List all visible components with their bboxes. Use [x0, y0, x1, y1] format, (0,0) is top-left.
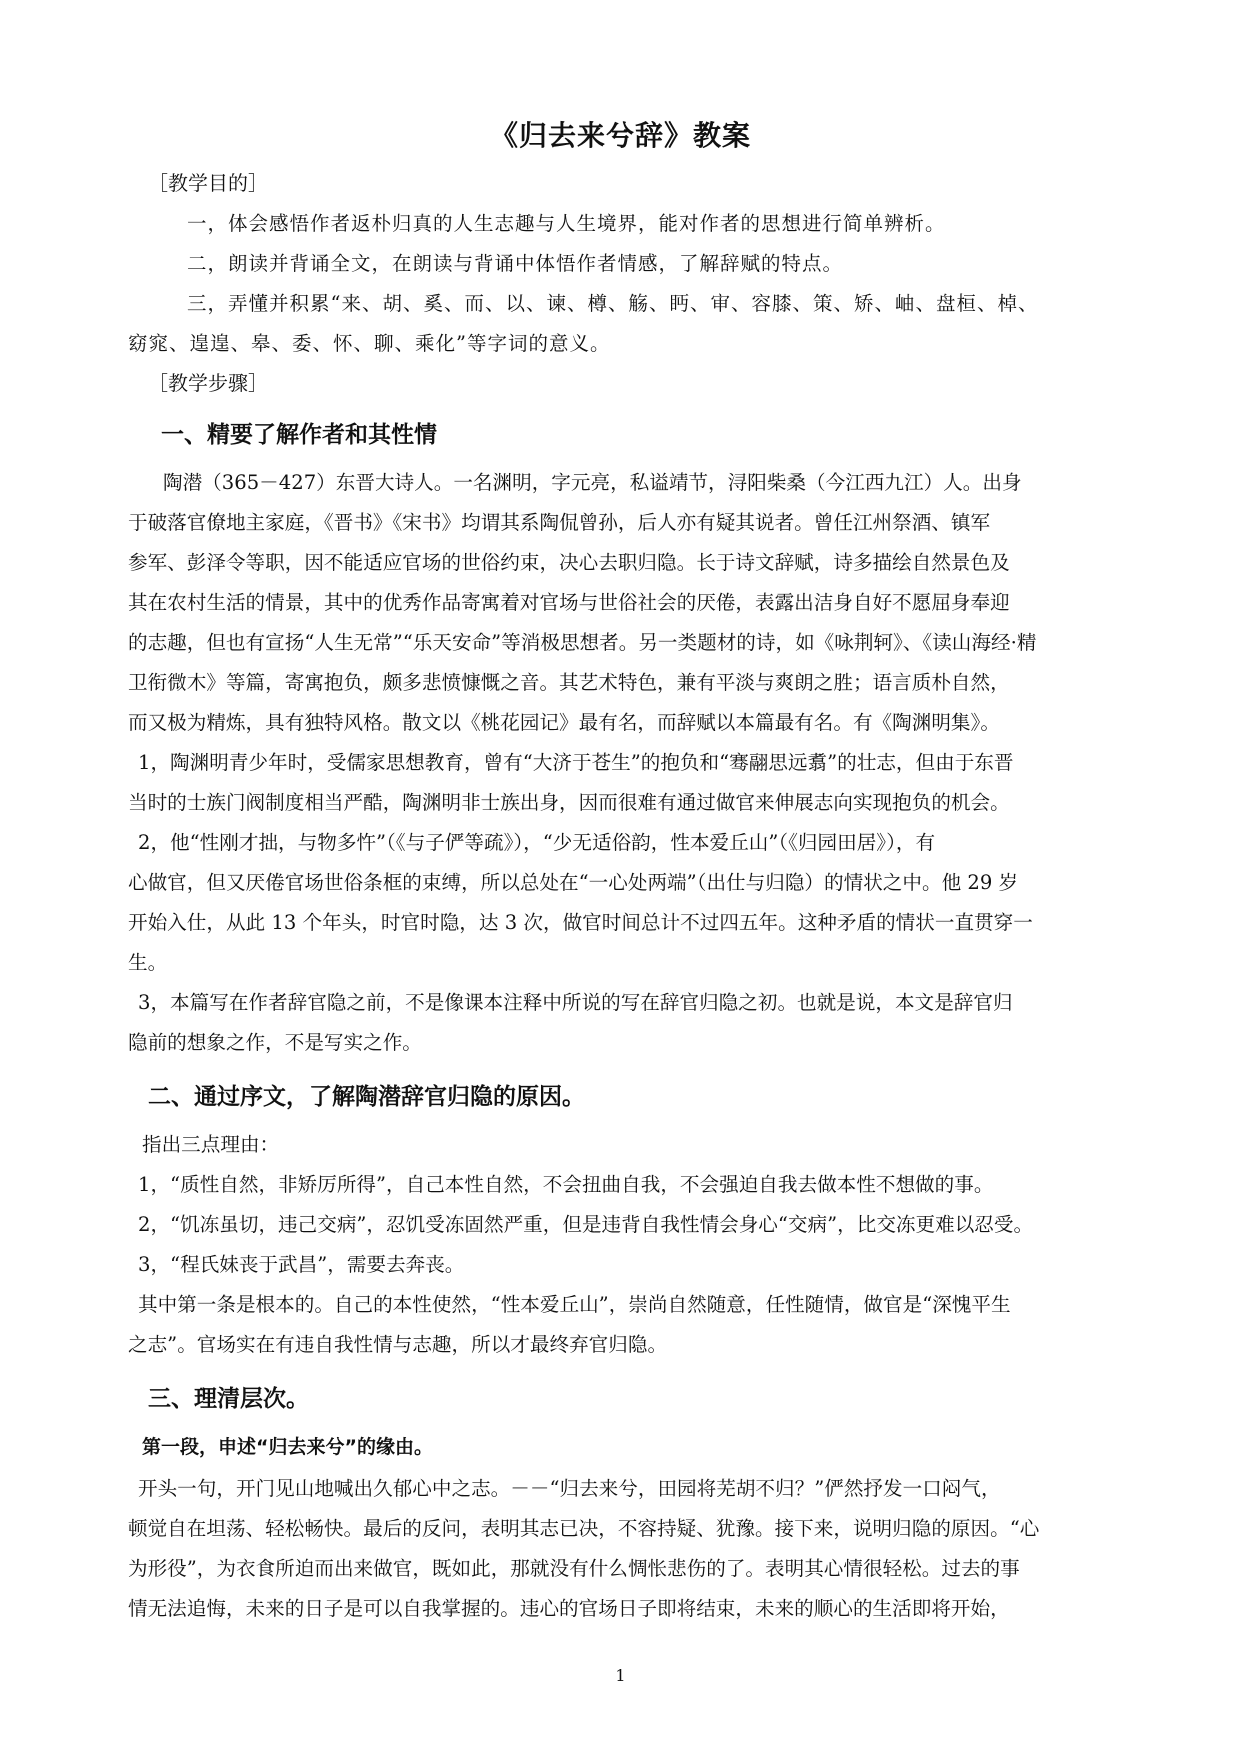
paragraph-line: 1，“质性自然，非矫厉所得”，自己本性自然，不会扭曲自我，不会强迫自我去做本性不想做的事。 [138, 1173, 994, 1196]
aim-line: 二，朗读并背诵全文，在朗读与背诵中体悟作者情感，了解辞赋的特点。 [187, 252, 844, 275]
paragraph-line: 其中第一条是根本的。自己的本性使然，“性本爱丘山”，崇尚自然随意，任性随情，做官是“深愧平生 [138, 1293, 1011, 1316]
paragraph-line: 2，“饥冻虽切，违己交病”，忍饥受冻固然严重，但是违背自我性情会身心“交病”，比交冻更难以忍受。 [138, 1213, 1034, 1236]
paragraph-line: 心做官，但又厌倦官场世俗条框的束缚，所以总处在“一心处两端”（出仕与归隐）的情状之中。他 29 岁 [128, 871, 1019, 894]
paragraph-line: 的志趣，但也有宣扬“人生无常”“乐天安命”等消极思想者。另一类题材的诗，如《咏荆轲》、《读山海经·精 [128, 631, 1037, 654]
page-number: 1 [615, 1666, 626, 1685]
paragraph-line: 3，本篇写在作者辞官隐之前，不是像课本注释中所说的写在辞官归隐之初。也就是说，本文是辞官归 [138, 991, 1013, 1014]
paragraph-line: 当时的士族门阀制度相当严酷，陶渊明非士族出身，因而很难有通过做官来伸展志向实现抱负的机会。 [128, 791, 1010, 814]
steps-heading: ［教学步骤］ [148, 371, 268, 395]
aim-line: 三，弄懂并积累“来、胡、奚、而、以、谏、樽、觞、眄、审、容膝、策、矫、岫、盘桓、棹、 [187, 292, 1039, 315]
section-heading: 一、精要了解作者和其性情 [161, 422, 437, 448]
paragraph-line: 1，陶渊明青少年时，受儒家思想教育，曾有“大济于苍生”的抱负和“骞翮思远翥”的壮志，但由于东晋 [138, 751, 1014, 774]
sub-heading: 第一段，申述“归去来兮”的缘由。 [142, 1436, 433, 1458]
paragraph-line: 3，“程氏妹丧于武昌”，需要去奔丧。 [138, 1253, 465, 1276]
paragraph-line: 为形役”，为衣食所迫而出来做官，既如此，那就没有什么惆怅悲伤的了。表明其心情很轻松。过去的事 [128, 1557, 1020, 1580]
paragraph-line: 参军、彭泽令等职，因不能适应官场的世俗约束，决心去职归隐。长于诗文辞赋，诗多描绘自然景色及 [128, 551, 1010, 574]
section-heading: 二、通过序文，了解陶潜辞官归隐的原因。 [148, 1084, 585, 1110]
aim-heading: ［教学目的］ [148, 171, 268, 195]
paragraph-line: 开始入仕，从此 13 个年头，时官时隐，达 3 次，做官时间总计不过四五年。这种矛盾的情状一直贯穿一 [128, 911, 1033, 934]
paragraph-line: 卫衔微木》等篇，寄寓抱负，颇多悲愤慷慨之音。其艺术特色，兼有平淡与爽朗之胜；语言质朴自然， [128, 671, 1010, 694]
paragraph-line: 之志”。官场实在有违自我性情与志趣，所以才最终弃官归隐。 [128, 1333, 668, 1356]
paragraph-line: 于破落官僚地主家庭，《晋书》《宋书》均谓其系陶侃曾孙，后人亦有疑其说者。曾任江州祭酒、镇军 [128, 511, 991, 534]
aim-line: 窈窕、遑遑、皋、委、怀、聊、乘化”等字词的意义。 [128, 332, 611, 355]
paragraph-line: 生。 [128, 951, 168, 974]
paragraph-line: 情无法追悔，未来的日子是可以自我掌握的。违心的官场日子即将结束，未来的顺心的生活即将开始， [128, 1597, 1010, 1620]
paragraph-line: 隐前的想象之作，不是写实之作。 [128, 1031, 422, 1054]
document-title: 《归去来兮辞》教案 [489, 119, 751, 152]
paragraph-line: 2，他“性刚才拙，与物多忤”（《与子俨等疏》），“少无适俗韵，性本爱丘山”（《归园田居》），有 [138, 831, 936, 854]
paragraph-line: 开头一句，开门见山地喊出久郁心中之志。－－“归去来兮，田园将芜胡不归？”俨然抒发一口闷气， [138, 1477, 1001, 1500]
paragraph-line: 而又极为精炼，具有独特风格。散文以《桃花园记》最有名，而辞赋以本篇最有名。有《陶渊明集》。 [128, 711, 1000, 734]
paragraph-line: 指出三点理由： [142, 1133, 280, 1156]
aim-line: 一，体会感悟作者返朴归真的人生志趣与人生境界，能对作者的思想进行简单辨析。 [187, 212, 946, 235]
section-heading: 三、理清层次。 [148, 1386, 309, 1412]
paragraph-line: 其在农村生活的情景，其中的优秀作品寄寓着对官场与世俗社会的厌倦，表露出洁身自好不愿屈身奉迎 [128, 591, 1010, 614]
paragraph-line: 陶潜（365－427）东晋大诗人。一名渊明，字元亮，私谥靖节，浔阳柴桑（今江西九江）人。出身 [163, 471, 1022, 494]
paragraph-line: 顿觉自在坦荡、轻松畅快。最后的反问，表明其志已决，不容持疑、犹豫。接下来，说明归隐的原因。“心 [128, 1517, 1040, 1540]
